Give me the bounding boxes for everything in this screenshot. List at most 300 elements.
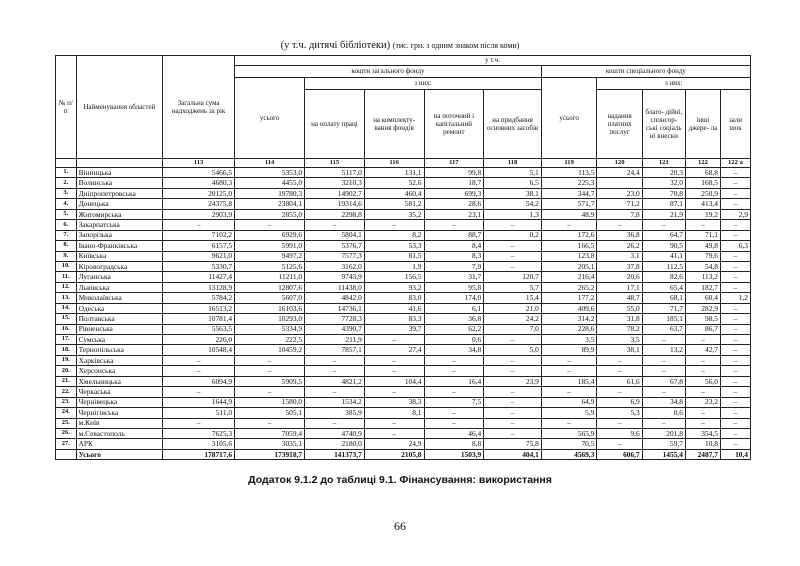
value-cell: 86,7: [685, 324, 720, 334]
value-cell: –: [720, 303, 750, 313]
table-row: [56, 418, 751, 428]
table-row: [56, 293, 751, 303]
value-cell: –: [235, 355, 305, 365]
row-number: 25.: [56, 418, 77, 428]
value-cell: 3162,0: [305, 261, 365, 271]
value-cell: 48,7: [597, 293, 642, 303]
value-cell: 31,8: [597, 314, 642, 324]
total-label: Усього: [76, 449, 162, 459]
value-cell: 23804,1: [235, 199, 305, 209]
value-cell: 9497,2: [235, 251, 305, 261]
column-code: 117: [424, 159, 484, 168]
value-cell: 225,3: [541, 178, 597, 188]
value-cell: –: [424, 387, 484, 397]
value-cell: –: [597, 366, 642, 376]
value-cell: 63,7: [642, 324, 685, 334]
value-cell: 89,9: [541, 345, 597, 355]
header-sf-of-which: з них:: [597, 78, 751, 90]
table-row: [56, 408, 751, 418]
table-row: [56, 428, 751, 438]
column-code: 119: [541, 159, 597, 168]
row-number: 3.: [56, 188, 77, 198]
column-code: 116: [364, 159, 424, 168]
value-cell: 177,2: [541, 293, 597, 303]
value-cell: 10,8: [685, 439, 720, 449]
value-cell: 62,2: [424, 324, 484, 334]
value-cell: 23,1: [424, 209, 484, 219]
row-number: 20.: [56, 366, 77, 376]
region-name: Полтавська: [76, 314, 162, 324]
value-cell: 38,1: [597, 345, 642, 355]
value-cell: 174,0: [424, 293, 484, 303]
value-cell: 24,4: [597, 168, 642, 178]
value-cell: –: [720, 282, 750, 292]
value-cell: –: [685, 418, 720, 428]
value-cell: 83,3: [364, 314, 424, 324]
value-cell: –: [642, 418, 685, 428]
value-cell: 60,4: [685, 293, 720, 303]
value-cell: 113,5: [541, 168, 597, 178]
value-cell: –: [163, 366, 235, 376]
row-number: 27.: [56, 439, 77, 449]
value-cell: 185,4: [541, 376, 597, 386]
value-cell: –: [720, 188, 750, 198]
value-cell: 78,2: [597, 324, 642, 334]
value-cell: 21,9: [642, 209, 685, 219]
value-cell: –: [720, 408, 750, 418]
row-number: 13.: [56, 293, 77, 303]
value-cell: 2180,0: [305, 439, 365, 449]
value-cell: 35,2: [364, 209, 424, 219]
region-name: Черкаська: [76, 387, 162, 397]
value-cell: 68,8: [685, 168, 720, 178]
value-cell: –: [163, 220, 235, 230]
region-name: Херсонська: [76, 366, 162, 376]
value-cell: 1534,2: [305, 397, 365, 407]
region-name: Сумська: [76, 335, 162, 345]
value-cell: 1,3: [484, 209, 542, 219]
value-cell: –: [484, 261, 542, 271]
region-name: Луганська: [76, 272, 162, 282]
value-cell: 4842,0: [305, 293, 365, 303]
header-gf-salary: на оплату праці: [305, 90, 365, 159]
total-value: 4569,3: [541, 449, 597, 459]
value-cell: 1,9: [364, 261, 424, 271]
value-cell: 28,6: [424, 199, 484, 209]
table-row: [56, 272, 751, 282]
value-cell: 3,5: [597, 335, 642, 345]
value-cell: –: [720, 178, 750, 188]
value-cell: 5,3: [597, 408, 642, 418]
value-cell: 5353,0: [235, 168, 305, 178]
value-cell: 3105,6: [163, 439, 235, 449]
table-row: [56, 439, 751, 449]
table-row: [56, 376, 751, 386]
value-cell: 36,8: [597, 230, 642, 240]
table-row: [56, 178, 751, 188]
value-cell: –: [484, 355, 542, 365]
value-cell: 104,4: [364, 376, 424, 386]
table-row: [56, 303, 751, 313]
value-cell: 182,7: [685, 282, 720, 292]
value-cell: –: [685, 387, 720, 397]
region-name: Донецька: [76, 199, 162, 209]
value-cell: 38,3: [364, 397, 424, 407]
value-cell: 61,6: [597, 376, 642, 386]
value-cell: 413,4: [685, 199, 720, 209]
value-cell: 9,6: [597, 428, 642, 438]
header-gf-total: усього: [235, 78, 305, 159]
value-cell: –: [720, 314, 750, 324]
value-cell: –: [484, 397, 542, 407]
value-cell: 17,1: [597, 282, 642, 292]
column-code: 120: [597, 159, 642, 168]
value-cell: –: [685, 408, 720, 418]
value-cell: 5,9: [541, 408, 597, 418]
value-cell: –: [424, 366, 484, 376]
value-cell: 699,3: [424, 188, 484, 198]
value-cell: 156,5: [364, 272, 424, 282]
column-code: 115: [305, 159, 365, 168]
table-body: [56, 168, 751, 460]
value-cell: 31,7: [424, 272, 484, 282]
value-cell: –: [364, 366, 424, 376]
value-cell: –: [720, 335, 750, 345]
value-cell: 34,8: [424, 345, 484, 355]
row-number: 26.: [56, 428, 77, 438]
value-cell: –: [364, 335, 424, 345]
row-number: 23.: [56, 397, 77, 407]
value-cell: –: [642, 335, 685, 345]
value-cell: –: [424, 355, 484, 365]
value-cell: 90,5: [642, 241, 685, 251]
value-cell: 5,0: [484, 345, 542, 355]
value-cell: 21,0: [484, 303, 542, 313]
value-cell: 166,5: [541, 241, 597, 251]
value-cell: 9621,0: [163, 251, 235, 261]
value-cell: 34,8: [642, 397, 685, 407]
value-cell: 112,5: [642, 261, 685, 271]
header-sf-charity: благо- дійні, спонсор- ські соціаль ні внески: [642, 90, 685, 159]
region-name: Харківська: [76, 355, 162, 365]
table-row: [56, 230, 751, 240]
header-general-fund: кошти загального фонду: [235, 66, 542, 78]
table-row: [56, 345, 751, 355]
value-cell: 7,9: [424, 261, 484, 271]
value-cell: 565,9: [541, 428, 597, 438]
value-cell: –: [720, 355, 750, 365]
total-value: 10,4: [720, 449, 750, 459]
table-row: [56, 220, 751, 230]
value-cell: –: [685, 335, 720, 345]
value-cell: –: [642, 387, 685, 397]
value-cell: –: [685, 220, 720, 230]
value-cell: 87,1: [642, 199, 685, 209]
row-number: 5.: [56, 209, 77, 219]
column-code: 118: [484, 159, 542, 168]
value-cell: 6,9: [597, 397, 642, 407]
value-cell: 79,6: [685, 251, 720, 261]
value-cell: 3,1: [597, 251, 642, 261]
value-cell: 42,7: [685, 345, 720, 355]
value-cell: –: [484, 335, 542, 345]
value-cell: 5334,9: [235, 324, 305, 334]
region-name: Волинська: [76, 178, 162, 188]
value-cell: –: [685, 366, 720, 376]
value-cell: 16103,6: [235, 303, 305, 313]
value-cell: 81,5: [364, 251, 424, 261]
value-cell: 3,5: [541, 335, 597, 345]
row-number: 15.: [56, 314, 77, 324]
code-cell-empty: [76, 159, 162, 168]
value-cell: 49,8: [685, 241, 720, 251]
header-gf-repair: на поточний і капітальний ремонт: [424, 90, 484, 159]
value-cell: 2903,9: [163, 209, 235, 219]
value-cell: 6,5: [484, 178, 542, 188]
header-gf-collections: на комплекту- вання фондів: [364, 90, 424, 159]
value-cell: –: [597, 439, 642, 449]
value-cell: 70,8: [642, 188, 685, 198]
value-cell: 2855,0: [235, 209, 305, 219]
value-cell: 14902,7: [305, 188, 365, 198]
value-cell: 6094,9: [163, 376, 235, 386]
value-cell: 41,1: [642, 251, 685, 261]
value-cell: –: [305, 366, 365, 376]
column-code-row: [56, 159, 751, 168]
row-number: 1.: [56, 168, 77, 178]
value-cell: 385,9: [305, 408, 365, 418]
region-name: Закарпатська: [76, 220, 162, 230]
value-cell: –: [642, 220, 685, 230]
total-value: 1503,9: [424, 449, 484, 459]
region-name: Львівська: [76, 282, 162, 292]
value-cell: 5784,2: [163, 293, 235, 303]
total-value: 606,7: [597, 449, 642, 459]
row-number: 7.: [56, 230, 77, 240]
value-cell: 505,1: [235, 408, 305, 418]
value-cell: –: [424, 418, 484, 428]
table-row: [56, 209, 751, 219]
total-value: 141373,7: [305, 449, 365, 459]
table-row: [56, 261, 751, 271]
total-value: 173918,7: [235, 449, 305, 459]
region-name: АРК: [76, 439, 162, 449]
row-number: 17.: [56, 335, 77, 345]
value-cell: 10781,4: [163, 314, 235, 324]
value-cell: 11211,0: [235, 272, 305, 282]
header-region: Найменування областей: [76, 56, 162, 159]
region-name: Одеська: [76, 303, 162, 313]
value-cell: –: [597, 387, 642, 397]
value-cell: –: [720, 418, 750, 428]
header-gf-of-which: з них:: [305, 78, 542, 90]
value-cell: 93,2: [364, 282, 424, 292]
value-cell: 55,0: [597, 303, 642, 313]
row-number: 4.: [56, 199, 77, 209]
value-cell: 8,2: [364, 230, 424, 240]
value-cell: –: [541, 387, 597, 397]
table-row: [56, 168, 751, 178]
region-name: Тернопільська: [76, 345, 162, 355]
value-cell: –: [163, 355, 235, 365]
finance-table: [55, 55, 751, 460]
value-cell: –: [484, 428, 542, 438]
value-cell: –: [541, 355, 597, 365]
table-row: [56, 397, 751, 407]
value-cell: 23,9: [484, 376, 542, 386]
table-row: [56, 251, 751, 261]
value-cell: 344,7: [541, 188, 597, 198]
value-cell: 0,2: [484, 230, 542, 240]
value-cell: –: [597, 220, 642, 230]
value-cell: 216,4: [541, 272, 597, 282]
value-cell: 282,9: [685, 303, 720, 313]
value-cell: 23,2: [685, 397, 720, 407]
value-cell: 4680,3: [163, 178, 235, 188]
row-number: 11.: [56, 272, 77, 282]
value-cell: –: [597, 355, 642, 365]
value-cell: 314,2: [541, 314, 597, 324]
total-value: 2105,8: [364, 449, 424, 459]
value-cell: –: [484, 251, 542, 261]
value-cell: 41,6: [364, 303, 424, 313]
value-cell: 46,4: [424, 428, 484, 438]
value-cell: 13128,9: [163, 282, 235, 292]
value-cell: 10459,2: [235, 345, 305, 355]
table-row: [56, 355, 751, 365]
value-cell: 1,2: [720, 293, 750, 303]
value-cell: 7728,3: [305, 314, 365, 324]
total-row: [56, 449, 751, 459]
value-cell: 5376,7: [305, 241, 365, 251]
value-cell: 8,4: [424, 241, 484, 251]
value-cell: –: [541, 220, 597, 230]
caption-main: (у т.ч. дитячі бібліотеки): [280, 40, 391, 51]
total-value: 178717,6: [163, 449, 235, 459]
finance-table-container: [55, 55, 751, 460]
value-cell: –: [424, 220, 484, 230]
page-number: 66: [394, 519, 406, 533]
value-cell: –: [235, 220, 305, 230]
value-cell: –: [720, 199, 750, 209]
value-cell: 71,7: [642, 303, 685, 313]
value-cell: 571,7: [541, 199, 597, 209]
region-name: м.Київ: [76, 418, 162, 428]
value-cell: –: [484, 418, 542, 428]
code-cell-empty: [56, 159, 77, 168]
row-number: 6.: [56, 220, 77, 230]
row-number: 8.: [56, 241, 77, 251]
value-cell: 0,6: [642, 408, 685, 418]
value-cell: 3210,3: [305, 178, 365, 188]
value-cell: –: [597, 418, 642, 428]
value-cell: 250,9: [685, 188, 720, 198]
row-number: 18.: [56, 345, 77, 355]
value-cell: 7577,3: [305, 251, 365, 261]
value-cell: –: [720, 428, 750, 438]
value-cell: 5,7: [484, 282, 542, 292]
value-cell: 131,1: [364, 168, 424, 178]
value-cell: –: [163, 387, 235, 397]
value-cell: 211,9: [305, 335, 365, 345]
value-cell: 5,1: [484, 168, 542, 178]
value-cell: 24,2: [484, 314, 542, 324]
table-row: [56, 387, 751, 397]
value-cell: 19314,6: [305, 199, 365, 209]
row-number: 19.: [56, 355, 77, 365]
row-number: 24.: [56, 408, 77, 418]
region-name: Київська: [76, 251, 162, 261]
value-cell: 68,1: [642, 293, 685, 303]
region-name: Рівненська: [76, 324, 162, 334]
column-code: 114: [235, 159, 305, 168]
value-cell: –: [720, 261, 750, 271]
value-cell: –: [720, 376, 750, 386]
value-cell: 5330,7: [163, 261, 235, 271]
header-no: № п/п: [56, 56, 77, 159]
region-name: Хмельницька: [76, 376, 162, 386]
table-row: [56, 241, 751, 251]
value-cell: –: [305, 418, 365, 428]
table-row: [56, 335, 751, 345]
value-cell: 5563,5: [163, 324, 235, 334]
region-name: Миколаївська: [76, 293, 162, 303]
value-cell: 16513,2: [163, 303, 235, 313]
value-cell: 7059,4: [235, 428, 305, 438]
total-number-cell: [56, 449, 77, 459]
value-cell: 54,8: [685, 261, 720, 271]
value-cell: 4740,9: [305, 428, 365, 438]
value-cell: 98,5: [685, 314, 720, 324]
value-cell: 27,4: [364, 345, 424, 355]
value-cell: 26,2: [597, 241, 642, 251]
value-cell: 16,4: [424, 376, 484, 386]
value-cell: 172,6: [541, 230, 597, 240]
value-cell: 64,9: [541, 397, 597, 407]
total-value: 2487,7: [685, 449, 720, 459]
value-cell: –: [642, 355, 685, 365]
row-number: 22.: [56, 387, 77, 397]
header-total-received: Загальна сума надходжень за рік: [163, 56, 235, 159]
value-cell: –: [484, 387, 542, 397]
value-cell: –: [364, 387, 424, 397]
value-cell: 2,9: [720, 209, 750, 219]
value-cell: 460,4: [364, 188, 424, 198]
value-cell: 6,3: [720, 241, 750, 251]
row-number: 9.: [56, 251, 77, 261]
table-row: [56, 188, 751, 198]
value-cell: –: [163, 418, 235, 428]
region-name: Вінницька: [76, 168, 162, 178]
region-name: Івано-Франківська: [76, 241, 162, 251]
header-incl: у т.ч.: [235, 56, 751, 66]
value-cell: 12807,6: [235, 282, 305, 292]
header-sf-total: усього: [541, 78, 597, 159]
value-cell: –: [720, 230, 750, 240]
row-number: 14.: [56, 303, 77, 313]
row-number: 21.: [56, 376, 77, 386]
column-code: 122 а: [720, 159, 750, 168]
header-gf-assets: на придбання основних засобів: [484, 90, 542, 159]
region-name: м.Севастополь: [76, 428, 162, 438]
value-cell: –: [305, 220, 365, 230]
value-cell: 7,8: [597, 209, 642, 219]
value-cell: 5607,0: [235, 293, 305, 303]
value-cell: 4390,7: [305, 324, 365, 334]
value-cell: –: [720, 439, 750, 449]
value-cell: –: [541, 366, 597, 376]
value-cell: 9743,9: [305, 272, 365, 282]
